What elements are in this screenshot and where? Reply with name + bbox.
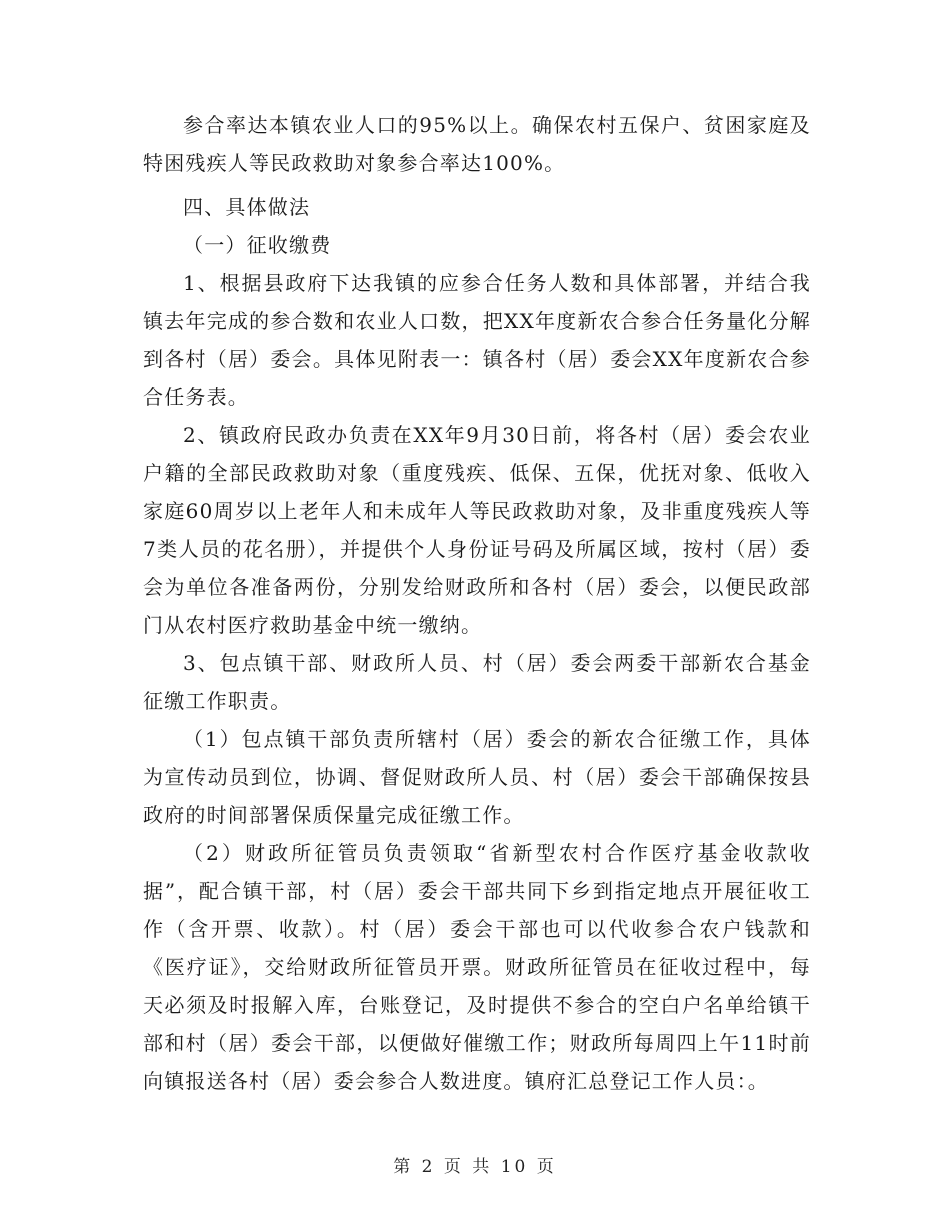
subsection-heading-fee-collection: （一）征收缴费 <box>183 233 332 257</box>
page-footer <box>0 1152 950 1177</box>
document-body <box>143 106 811 1100</box>
paragraph-item-3: 3、包点镇干部、财政所人员、村（居）委会两委干部新农合基金征缴工作职责。 <box>143 651 811 713</box>
paragraph-item-2: 2、镇政府民政办负责在XX年9月30日前，将各村（居）委会农业户籍的全部民政救助对象（重度残疾、低保、五保，优抚对象、低收入家庭60周岁以上老年人和未成年人等民政救助对象，及非重度残疾人等7类人员的花名册），并提供个人身份证号码及所属区域，按村（居）委会为单位各准备两份，分别发给财政所和各村（居）委会，以便民政部门从农村医疗救助基金中统一缴纳。 <box>143 423 811 637</box>
paragraph-subitem-2: （2）财政所征管员负责领取“省新型农村合作医疗基金收款收据”，配合镇干部，村（居）委会干部共同下乡到指定地点开展征收工作（含开票、收款）。村（居）委会干部也可以代收参合农户钱款和《医疗证》，交给财政所征管员开票。财政所征管员在征收过程中，每天必须及时报解入库，台账登记，及时提供不参合的空白户名单给镇干部和村（居）委会干部，以便做好催缴工作；财政所每周四上午11时前向镇报送各村（居）委会参合人数进度。镇府汇总登记工作人员：。 <box>143 841 811 1093</box>
paragraph-item-1: 1、根据县政府下达我镇的应参合任务人数和具体部署，并结合我镇去年完成的参合数和农业人口数，把XX年度新农合参合任务量化分解到各村（居）委会。具体见附表一：镇各村（居）委会XX年度新农合参合任务表。 <box>143 271 811 409</box>
section-heading-methods: 四、具体做法 <box>183 195 311 219</box>
paragraph-subitem-1: （1）包点镇干部负责所辖村（居）委会的新农合征缴工作，具体为宣传动员到位，协调、督促财政所人员、村（居）委会干部确保按县政府的时间部署保质保量完成征缴工作。 <box>143 727 811 827</box>
page-number-label: 第 2 页 共 10 页 <box>393 1157 557 1177</box>
paragraph-participation-rate: 参合率达本镇农业人口的95%以上。确保农村五保户、贫困家庭及特困残疾人等民政救助对象参合率达100%。 <box>143 113 811 175</box>
